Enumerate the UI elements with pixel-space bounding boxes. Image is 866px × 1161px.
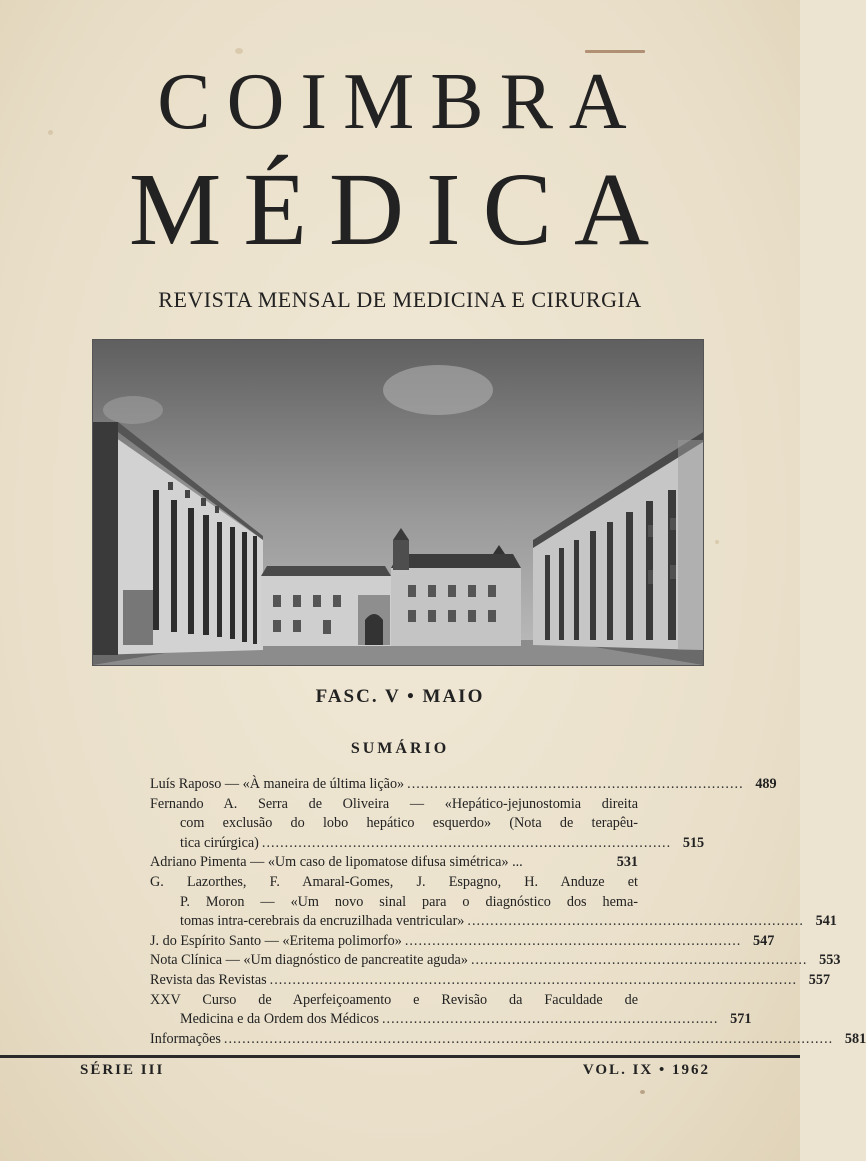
toc-entry-text: tica cirúrgica) bbox=[180, 834, 259, 851]
masthead-title-line1: COIMBRA bbox=[157, 58, 643, 146]
toc-page-number: 541 bbox=[815, 913, 837, 930]
toc-entry: G. Lazorthes, F. Amaral-Gomes, J. Espagno, H. Anduze et P. Moron — «Um novo sinal para o diagnóstico dos hema- tomas intra-cerebrais da encruzilhada ventricular» .......................................................................... 541 bbox=[150, 873, 638, 932]
masthead-subtitle: REVISTA MENSAL DE MEDICINA E CIRURGIA bbox=[158, 287, 642, 312]
toc-entry: Luís Raposo — «À maneira de última lição» .......................................................................... 489 bbox=[150, 775, 638, 795]
toc-page-number: 515 bbox=[682, 834, 705, 851]
university-courtyard-engraving bbox=[92, 339, 704, 666]
toc-entry: Fernando A. Serra de Oliveira — «Hepático-jejunostomia direita com exclusão do lobo hepático esquerdo» (Nota de terapêu- tica cirúrgica) .......................................................................................... 515 bbox=[150, 795, 638, 854]
toc-entry: Informações ...................................................................................................................................... 581 bbox=[150, 1030, 638, 1050]
toc-entry-text: Revista das Revistas bbox=[150, 971, 267, 988]
toc-entry: J. do Espírito Santo — «Eritema polimorfo» .......................................................................... 547 bbox=[150, 932, 638, 952]
toc-entry-text: com exclusão do lobo hepático esquerdo» (Nota de terapêu- bbox=[180, 815, 638, 832]
toc-entry-text: Medicina e da Ordem dos Médicos bbox=[180, 1011, 379, 1028]
summary-heading: SUMÁRIO bbox=[350, 740, 450, 757]
toc-entry-text: tomas intra-cerebrais da encruzilhada ventricular» bbox=[180, 913, 465, 930]
masthead-title-line2: MÉDICA bbox=[128, 152, 672, 267]
toc-entry-text: XXV Curso de Aperfeiçoamento e Revisão da Faculdade de bbox=[150, 991, 638, 1008]
table-of-contents bbox=[150, 775, 866, 1049]
toc-entry-text: G. Lazorthes, F. Amaral-Gomes, J. Espagno, H. Anduze et bbox=[150, 873, 638, 890]
toc-entry bbox=[150, 853, 638, 873]
toc-entry-text: Adriano Pimenta — «Um caso de lipomatose difusa simétrica» ... bbox=[150, 854, 523, 871]
toc-entry-text: Nota Clínica — «Um diagnóstico de pancreatite aguda» bbox=[150, 952, 468, 969]
toc-entry-text: Informações bbox=[150, 1030, 221, 1047]
toc-entry: Revista das Revistas .................................................................................................................... 557 bbox=[150, 971, 638, 991]
toc-page-number: 553 bbox=[819, 952, 841, 969]
toc-page-number: 489 bbox=[755, 776, 777, 792]
toc-entry-text: P. Moron — «Um novo sinal para o diagnóstico dos hema- bbox=[180, 893, 638, 910]
issue-fascicle: FASC. V • MAIO bbox=[315, 686, 485, 707]
volume-year-label: VOL. IX • 1962 bbox=[582, 1062, 710, 1078]
toc-entry: XXV Curso de Aperfeiçoamento e Revisão da Faculdade de Medicina e da Ordem dos Médicos .......................................................................... 571 bbox=[150, 991, 638, 1030]
toc-entry-text: J. do Espírito Santo — «Eritema polimorfo» bbox=[150, 932, 402, 949]
series-label: SÉRIE III bbox=[80, 1062, 165, 1078]
toc-page-number: 547 bbox=[753, 932, 775, 949]
toc-page-number: 557 bbox=[808, 971, 831, 988]
toc-entry-text: Fernando A. Serra de Oliveira — «Hepático-jejunostomia direita bbox=[150, 795, 638, 812]
toc-page-number: 581 bbox=[844, 1030, 866, 1047]
toc-entry: Nota Clínica — «Um diagnóstico de pancreatite aguda» .......................................................................... 553 bbox=[150, 951, 638, 971]
toc-page-number: 571 bbox=[730, 1011, 752, 1028]
toc-entry-text: Luís Raposo — «À maneira de última lição» bbox=[150, 776, 405, 792]
footer-divider bbox=[0, 1055, 800, 1058]
toc-page-number: 531 bbox=[616, 854, 638, 871]
